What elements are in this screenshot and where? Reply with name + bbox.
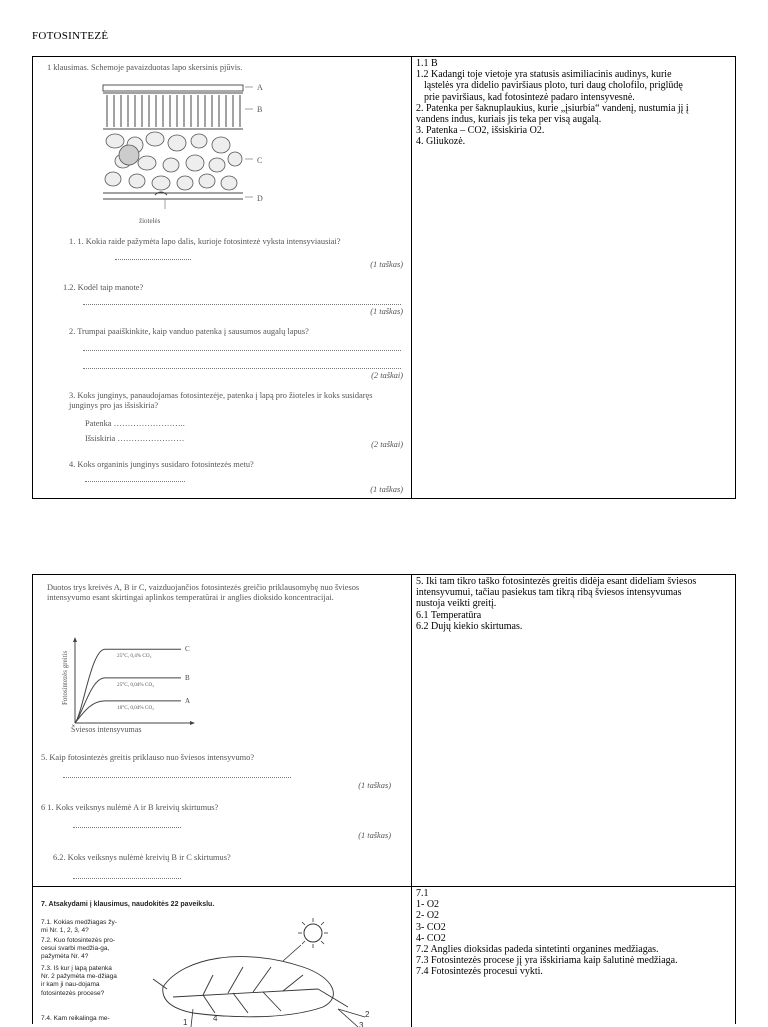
answer-line [115,259,191,260]
curve-label-b: 25°C, 0,04% CO₂ [117,681,155,688]
answer-line-6-2: 6.2 Dujų kiekio skirtumas. [416,620,523,632]
answer-line [73,827,181,828]
chart-x-label: Šviesos intensyvumas [71,725,142,734]
points-1-1: (1 taškas) [370,260,403,269]
answer-line-7-1c: 3- CO2 [416,921,446,933]
answer-cell-1 [412,57,735,498]
marker-2: 2 [365,1010,370,1019]
answer-line-5b: intensyvumui, tačiau pasiekus tam tikrą ribą šviesos intensyvumas [416,587,682,599]
question-4: 4. Koks organinis junginys susidaro fotosintezės metu? [69,460,254,469]
answer-line-7-1d: 4- CO2 [416,932,446,944]
answer-line-3: 3. Patenka – CO2, išsiskiria O2. [416,125,545,137]
question-6-1: 6 1. Koks veiksnys nulėmė A ir B kreivių skirtumus? [41,803,219,812]
answer-line-1-2b: ląstelės yra didelio paviršiaus ploto, turi daug cholofilo, priglūdę [424,80,683,92]
answer-line [73,878,181,879]
marker-1: 1 [183,1018,188,1027]
leaf-sun-illustration [133,917,373,1027]
answer-line-5: 5. Iki tam tikro taško fotosintezės greitis didėja esant dideliam šviesos [416,576,697,587]
answer-cell-3 [412,887,735,979]
figure-caption: žiotelės [139,217,161,225]
answer-cell-2 [412,575,735,886]
page-title: FOTOSINTEZĖ [32,30,109,42]
points-4: (1 taškas) [370,485,403,494]
question-3-out: Išsiskiria …………………… [85,434,185,443]
question-7: 7. Atsakydami į klausimus, naudokitės 22 paveikslu. [41,901,215,908]
answer-line-7-1a: 1- O2 [416,899,440,911]
photosynthesis-rate-chart [53,635,203,735]
curve-letter-b: B [185,673,190,682]
question-7-2: 7.2. Kuo fotosintezės pro-cesui svarbi medžia-ga, pažymėta Nr. 4? [41,937,116,961]
chart-y-label: Fotosintezės greitis [61,650,69,705]
chart-curves [75,645,190,723]
answer-line-5c: nustoja veikti greitį. [416,598,497,610]
marker-4: 4 [213,1014,218,1023]
answer-line [83,304,401,305]
question-2: 2. Trumpai paaiškinkite, kaip vanduo patenka į sausumos augalų lapus? [69,327,309,336]
letter-d: D [257,194,263,203]
answer-line-7-3: 7.3 Fotosintezės procese jį yra išskiriama kaip šalutinė medžiaga. [416,955,678,967]
question-scan-3 [33,887,412,1027]
question-5: 5. Kaip fotosintezės greitis priklauso nuo šviesos intensyvumo? [41,753,255,762]
points-1-2: (1 taškas) [370,307,403,316]
points-3: (2 taškai) [371,440,403,449]
letter-b: B [257,105,263,114]
points-2: (2 taškai) [371,371,403,380]
question-table-2 [32,574,736,1027]
question-1-1: 1. 1. Kokia raide pažymėta lapo dalis, kurioje fotosintezė vyksta intensyviausiai? [69,237,341,246]
answer-line-7-4: 7.4 Fotosintezės procesui vykti. [416,966,543,978]
points-5: (1 taškas) [358,781,391,790]
answer-line-4: 4. Gliukozė. [416,136,466,148]
answer-line [83,368,401,369]
points-6-1: (1 taškas) [358,831,391,840]
answer-line-2b: vandens indus, kuriais jis teka per visą augalą. [416,114,602,126]
question-scan-1 [33,57,412,498]
marker-3: 3 [359,1021,364,1027]
curve-letter-c: C [185,645,190,654]
answer-line-7-1: 7.1 [416,888,429,899]
graph-intro: Duotos trys kreivės A, B ir C, vaizduojančios fotosintezės greičio priklausomybę nuo šviesos intensyvumo esant skirtingai aplinkos temperatūrai ir anglies dioksido koncentracijai. [47,583,360,602]
curve-letter-a: A [185,696,191,705]
question-3-in: Patenka …………………….. [85,419,185,428]
answer-line [63,777,291,778]
answer-line-1-2c: prie paviršiaus, kad fotosintezė padaro intensyvesnė. [424,91,635,103]
answer-line-2: 2. Patenka per šaknuplaukius, kurie „įsiurbia“ vandenį, nustumia jį į [416,102,689,114]
answer-line-1-2: 1.2 Kadangi toje vietoje yra statusis asimiliacinis audinys, kurie [416,69,672,81]
leaf-cross-section-figure [95,79,295,219]
answer-line-1-1: 1.1 B [416,58,438,69]
letter-c: C [257,156,263,165]
answer-line [83,350,401,351]
letter-a: A [257,83,263,92]
answer-line-7-2: 7.2 Anglies dioksidas padeda sintetinti organines medžiagas. [416,944,659,956]
curve-label-c: 25°C, 0,4% CO₂ [117,653,152,660]
answer-line-7-1b: 2- O2 [416,910,440,922]
question-7-4: 7.4. Kam reikalinga me- [41,1015,110,1022]
question-1-2: 1.2. Kodėl taip manote? [63,283,144,292]
curve-label-a: 18°C, 0,04% CO₂ [117,704,155,711]
sun-icon [298,918,328,948]
answer-line [85,481,185,482]
answer-line-6-1: 6.1 Temperatūra [416,609,482,621]
question-table-1 [32,56,736,499]
question-6-2: 6.2. Koks veiksnys nulėmė kreivių B ir C skirtumus? [53,853,231,862]
question-3: 3. Koks junginys, panaudojamas fotosintezėje, patenka į lapą pro žioteles ir koks susidaręs junginys pro jas išsiskiria? [69,391,373,410]
question-7-1: 7.1. Kokias medžiagas žy-mi Nr. 1, 2, 3, 4? [41,919,117,935]
question-1-text: 1 klausimas. Schemoje pavaizduotas lapo skersinis pjūvis. [47,63,243,72]
question-7-3: 7.3. Iš kur į lapą patenka Nr. 2 pažymėta me-džiaga ir kam ji nau-dojama fotosintezės procese? [41,965,117,997]
